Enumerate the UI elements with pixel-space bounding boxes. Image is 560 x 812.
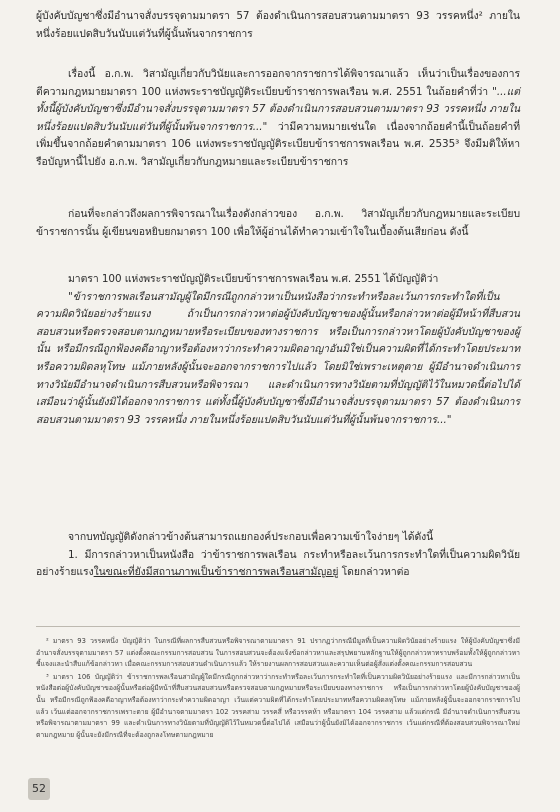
footnote-3: ³ มาตรา 106 บัญญัติว่า ข้าราชการพลเรือนสามัญผู้ใดมีกรณีถูกกล่าวหาว่ากระทำหรือละเว้นการกระทำใดที่เป็นความผิดวินัยอย่างร้ายแรง และมีการกล่าวหาเป็นหนังสือต่อผู้บังคับบัญชาของผู้นั้นหรือต่อผู้มีหน้าที่สืบสวนสอบสวนหรือตรวจสอบตามกฎหมายหรือระเบียบของทางราชการ หรือเป็นการกล่าวหาโดยผู้บังคับบัญชาของผู้นั้น หรือมีกรณีถูกฟ้องคดีอาญาหรือต้องหาว่ากระทำความผิดอาญา เว้นแต่ความผิดที่ได้กระทำโดยประมาทหรือความผิดลหุโทษ แม้ภายหลังผู้นั้นจะออกจากราชการไปแล้ว เว้นแต่ออกจากราชการเพราะตาย ผู้มีอำนาจตามมาตรา 102 วรรคสาม วรรคสี่ หรือวรรคห้า หรือมาตรา 104 วรรคสาม แล้วแต่กรณี มีอำนาจดำเนินการสืบสวนหรือพิจารณาตามมาตรา 99 และดำเนินการทางวินัยตามที่บัญญัติไว้ในหมวดนี้ต่อไปได้ เสมือนว่าผู้นั้นยังมิได้ออกจากราชการ เว้นแต่กรณีที่ต้องสอบสวนพิจารณาใหม่ตามกฎหมาย ผู้นั้นจะยังมีกรณีที่จะต้องถูกลงโทษตามกฎหมาย	[36, 672, 520, 739]
page-number: 52	[28, 778, 50, 800]
paragraph-2-quote: "...แต่ทั้งนี้ผู้บังคับบัญชาซึ่งมีอำนาจสั่งบรรจุตามมาตรา 57 ต้องดำเนินการสอบสวนตามมาตรา 93 วรรคหนึ่ง ภายในหนึ่งร้อยแปดสิบวันนับแต่วันที่ผู้นั้นพ้นจากราชการ..."	[36, 85, 520, 133]
paragraph-5-lead: จากบทบัญญัติดังกล่าวข้างต้นสามารถแยกองค์ประกอบเพื่อความเข้าใจง่ายๆ ได้ดังนี้	[68, 531, 434, 543]
footnote-divider	[36, 626, 520, 627]
element-1-text: 1. มีการกล่าวหาเป็นหนังสือ ว่าข้าราชการพลเรือน กระทำหรือละเว้นการกระทำใดที่เป็นความผิดวินัยอย่างร้ายแรง	[36, 548, 520, 579]
paragraph-2-text	[36, 66, 520, 172]
section-100-quote: "ข้าราชการพลเรือนสามัญผู้ใดมีกรณีถูกกล่าวหาเป็นหนังสือว่ากระทำหรือละเว้นการกระทำใดที่เป็นความผิดวินัยอย่างร้ายแรง ถ้าเป็นการกล่าวหาต่อผู้บังคับบัญชาของผู้นั้นหรือกล่าวหาต่อผู้มีหน้าที่สืบสวนสอบสวนหรือตรวจสอบตามกฎหมายหรือระเบียบของทางราชการ หรือเป็นการกล่าวหาโดยผู้บังคับบัญชาของผู้นั้น หรือมีกรณีถูกฟ้องคดีอาญาหรือต้องหาว่ากระทำความผิดอาญาอันมิใช่เป็นความผิดที่ได้กระทำโดยประมาทหรือความผิดลหุโทษ แม้ภายหลังผู้นั้นจะออกจากราชการไปแล้ว โดยมิใช่เพราะเหตุตาย ผู้มีอำนาจดำเนินการทางวินัยมีอำนาจดำเนินการสืบสวนหรือพิจารณา และดำเนินการทางวินัยตามที่บัญญัติไว้ในหมวดนี้ต่อไปได้เสมือนว่าผู้นั้นยังมิได้ออกจากราชการ แต่ทั้งนี้ผู้บังคับบัญชาซึ่งมีอำนาจสั่งบรรจุตามมาตรา 57 ต้องดำเนินการสอบสวนตามมาตรา 93 วรรคหนึ่ง ภายในหนึ่งร้อยแปดสิบวันนับแต่วันที่ผู้นั้นพ้นจากราชการ..."	[36, 290, 520, 426]
footnote-2: ² มาตรา 93 วรรคหนึ่ง บัญญัติว่า ในกรณีที่ผลการสืบสวนหรือพิจารณาตามมาตรา 91 ปรากฏว่ากรณีมีมูลที่เป็นความผิดวินัยอย่างร้ายแรง ให้ผู้บังคับบัญชาซึ่งมีอำนาจสั่งบรรจุตามมาตรา 57 แต่งตั้งคณะกรรมการสอบสวน ในการสอบสวนจะต้องแจ้งข้อกล่าวหาและสรุปพยานหลักฐานให้ผู้ถูกกล่าวหาทราบพร้อมทั้งให้ผู้ถูกกล่าวหาชี้แจงและนำสืบแก้ข้อกล่าวหา เมื่อคณะกรรมการสอบสวนดำเนินการแล้ว ให้รายงานผลการสอบสวนและความเห็นต่อผู้สั่งแต่งตั้งคณะกรรมการสอบสวน	[36, 637, 520, 669]
paragraph-4-lead: มาตรา 100 แห่งพระราชบัญญัติระเบียบข้าราชการพลเรือน พ.ศ. 2551 ได้บัญญัติว่า	[68, 273, 439, 285]
paragraph-1-text: ผู้บังคับบัญชาซึ่งมีอำนาจสั่งบรรจุตามมาตรา 57 ต้องดำเนินการสอบสวนตามมาตรา 93 วรรคหนึ่ง² ภายในหนึ่งร้อยแปดสิบวันนับแต่วันที่ผู้นั้นพ้นจากราชการ	[36, 10, 520, 40]
paragraph-2	[36, 66, 520, 172]
footnotes	[36, 636, 520, 742]
paragraph-3-text: ก่อนที่จะกล่าวถึงผลการพิจารณาในเรื่องดังกล่าวของ อ.ก.พ. วิสามัญเกี่ยวกับกฎหมายและระเบียบข้าราชการนั้น ผู้เขียนขอหยิบยกมาตรา 100 เพื่อให้ผู้อ่านได้ทำความเข้าใจในเบื้องต้นเสียก่อน ดังนี้	[36, 208, 520, 238]
element-1-tail: โดยกล่าวหาต่อ	[338, 566, 410, 579]
paragraph-4	[36, 271, 520, 429]
paragraph-1	[36, 8, 520, 43]
paragraph-2-intro: เรื่องนี้ อ.ก.พ. วิสามัญเกี่ยวกับวินัยและการออกจากราชการได้พิจารณาแล้ว เห็นว่าเป็นเรื่องของการตีความกฎหมายมาตรา 100 แห่งพระราชบัญญัติระเบียบข้าราชการพลเรือน พ.ศ. 2551 ในถ้อยคำที่ว่า	[36, 68, 520, 98]
paragraph-5	[36, 529, 520, 582]
element-1-underlined: ในขณะที่ยังมีสถานภาพเป็นข้าราชการพลเรือนสามัญอยู่	[93, 566, 339, 579]
paragraph-2-conclusion: ว่ามีความหมายเช่นใด เนื่องจากถ้อยคำนี้เป็นถ้อยคำที่เพิ่มขึ้นจากถ้อยคำตามมาตรา 106 แห่งพระราชบัญญัติระเบียบข้าราชการพลเรือน พ.ศ. 2535³ จึงมีมติให้หารือบัญหานี้ไปยัง อ.ก.พ. วิสามัญเกี่ยวกับกฎหมายและระเบียบข้าราชการ	[36, 120, 520, 168]
element-1	[36, 547, 520, 582]
paragraph-3	[36, 206, 520, 241]
